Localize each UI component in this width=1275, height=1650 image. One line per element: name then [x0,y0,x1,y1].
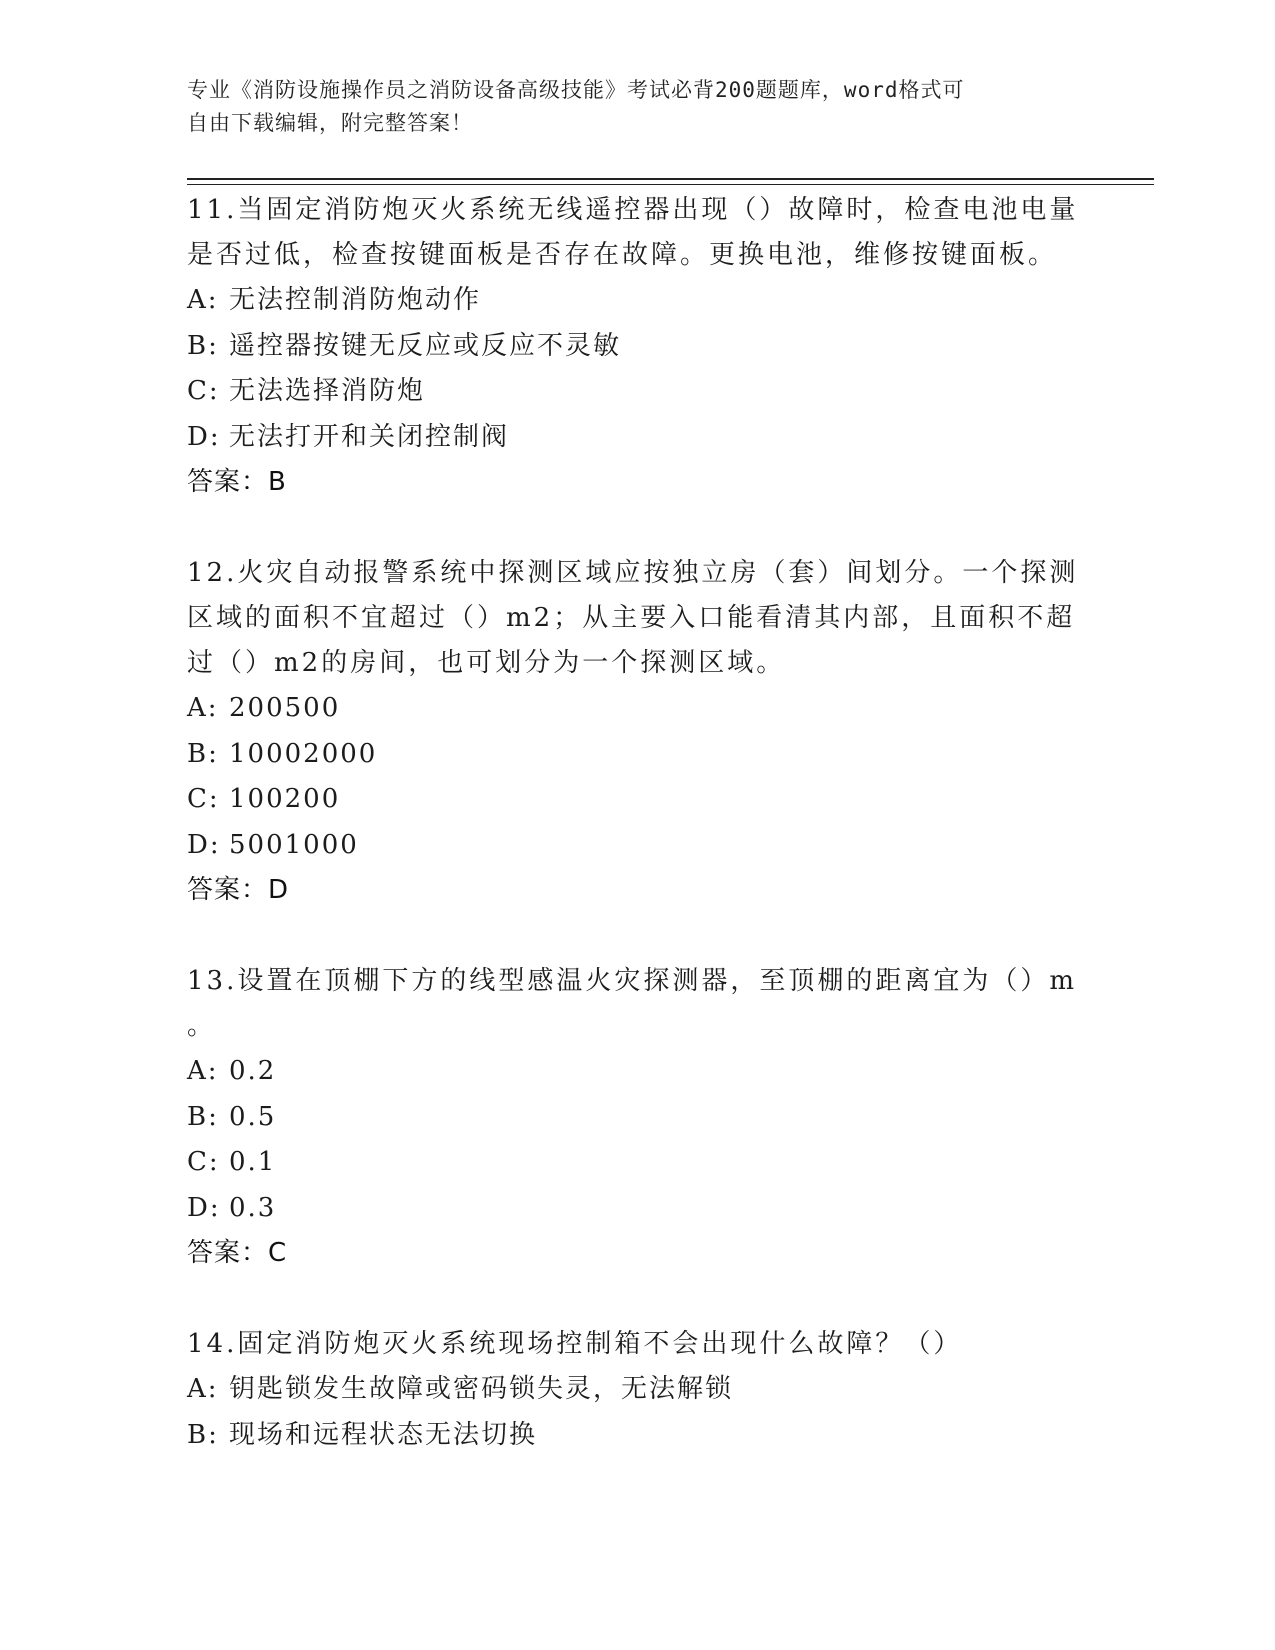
answer-line [187,460,1087,505]
question-text-line: 区域的面积不宜超过（）m2；从主要入口能看清其内部，且面积不超 [187,603,1076,633]
option-letter: B: [187,738,219,769]
document-header [187,74,1087,140]
option-text: 200500 [229,693,341,723]
option-letter: A: [187,285,219,315]
option-letter: A: [187,693,219,723]
option-row [187,369,1087,415]
option-letter: D: [187,1192,221,1223]
option-letter: B: [187,330,219,361]
option-letter: B: [187,1419,219,1450]
option-text: 遥控器按键无反应或反应不灵敏 [229,330,622,361]
question-text-line: 过（）m2的房间，也可划分为一个探测区域。 [187,648,786,678]
question-text-line: 是否过低，检查按键面板是否存在故障。更换电池，维修按键面板。 [187,240,1058,270]
option-letter: A: [187,1056,219,1086]
header-line-2: 自由下载编辑，附完整答案！ [187,111,473,135]
option-row [187,324,1087,370]
option-letter: A: [187,1374,219,1404]
option-letter: C: [187,784,220,814]
option-text: 0.1 [229,1147,277,1177]
option-row [187,415,1087,461]
option-letter: C: [187,1147,220,1177]
option-row [187,686,1087,732]
option-row [187,1367,1087,1413]
option-text: 无法打开和关闭控制阀 [229,421,510,452]
question-text-line: 14.固定消防炮灭火系统现场控制箱不会出现什么故障？（） [187,1329,963,1359]
answer-label: 答案： [187,467,269,497]
question-4 [187,1322,1087,1458]
option-text: 5001000 [229,829,359,860]
answer-line [187,1231,1087,1276]
option-row [187,1049,1087,1095]
option-row [187,1095,1087,1141]
option-row [187,732,1087,778]
question-1 [187,188,1087,505]
answer-label: 答案： [187,1238,269,1268]
option-letter: B: [187,1101,219,1132]
option-row [187,777,1087,823]
option-text: 现场和远程状态无法切换 [229,1419,538,1450]
option-text: 100200 [229,784,341,814]
header-divider-thin [187,184,1154,185]
option-row [187,1186,1087,1232]
question-text-line: 13.设置在顶棚下方的线型感温火灾探测器，至顶棚的距离宜为（）m [187,966,1078,996]
option-row [187,823,1087,869]
header-line-1: 专业《消防设施操作员之消防设备高级技能》考试必背200题题库，word格式可 [187,78,965,102]
question-3 [187,959,1087,1276]
option-row [187,278,1087,324]
answer-value: B [268,467,287,497]
option-letter: D: [187,829,221,860]
option-letter: C: [187,376,220,406]
question-text-line: 。 [187,1011,217,1041]
option-letter: D: [187,421,221,452]
answer-value: C [268,1238,288,1268]
question-list [187,188,1087,1504]
option-text: 0.2 [229,1056,277,1086]
answer-label: 答案： [187,875,269,905]
answer-value: D [268,875,290,905]
option-text: 10002000 [229,738,378,769]
option-text: 钥匙锁发生故障或密码锁失灵，无法解锁 [229,1374,734,1404]
option-text: 0.5 [229,1101,277,1132]
option-text: 0.3 [229,1192,277,1223]
option-row [187,1413,1087,1459]
option-row [187,1140,1087,1186]
option-text: 无法控制消防炮动作 [229,285,482,315]
question-text-line: 12.火灾自动报警系统中探测区域应按独立房（套）间划分。一个探测 [187,558,1079,588]
option-text: 无法选择消防炮 [229,376,426,406]
answer-line [187,868,1087,913]
header-divider-thick [187,178,1154,180]
question-text-line: 11.当固定消防炮灭火系统无线遥控器出现（）故障时，检查电池电量 [187,195,1079,225]
question-2 [187,551,1087,913]
